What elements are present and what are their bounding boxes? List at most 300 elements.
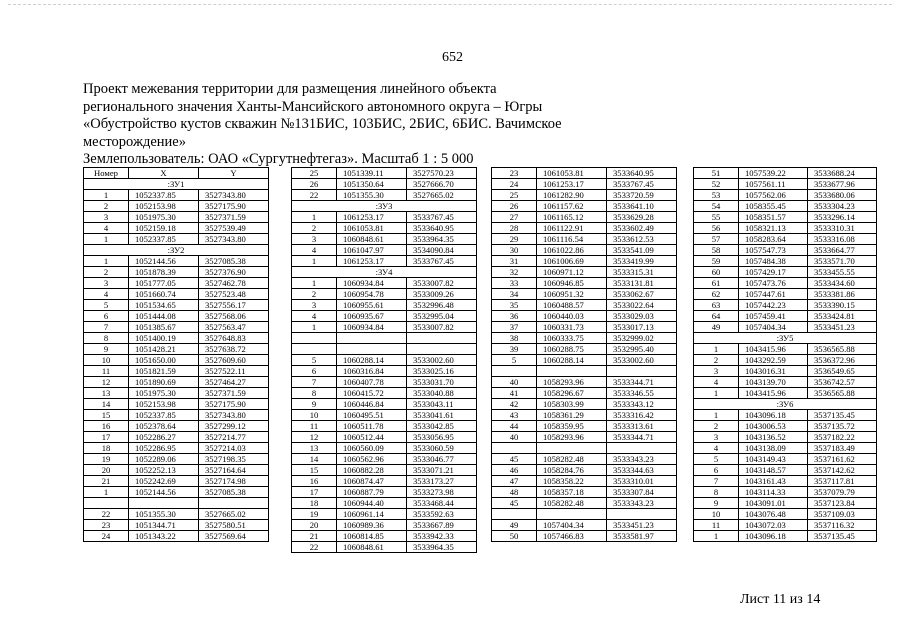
- x-coordinate-cell: 1061006.69: [537, 256, 607, 267]
- y-coordinate-cell: 3533455.55: [808, 267, 877, 278]
- x-coordinate-cell: 1060887.79: [337, 487, 407, 498]
- table-row: [84, 300, 269, 311]
- table-row: [492, 498, 677, 509]
- table-row: [292, 245, 477, 256]
- point-number-cell: 6: [292, 366, 337, 377]
- y-coordinate-cell: 3533767.45: [407, 256, 477, 267]
- point-number-cell: 49: [492, 520, 537, 531]
- point-number-cell: 10: [694, 509, 739, 520]
- point-number-cell: 57: [694, 234, 739, 245]
- y-coordinate-cell: 3533025.16: [407, 366, 477, 377]
- y-coordinate-cell: 3533002.60: [607, 355, 677, 366]
- y-coordinate-cell: 3536565.88: [808, 388, 877, 399]
- table-row: [84, 432, 269, 443]
- table-row: [84, 267, 269, 278]
- point-number-cell: 15: [292, 465, 337, 476]
- x-coordinate-cell: 1057442.23: [739, 300, 808, 311]
- point-number-cell: 12: [292, 432, 337, 443]
- x-coordinate-cell: 1051350.64: [337, 179, 407, 190]
- y-coordinate-cell: 3533424.81: [808, 311, 877, 322]
- x-coordinate-cell: 1051878.39: [129, 267, 199, 278]
- x-coordinate-cell: 1061053.81: [537, 168, 607, 179]
- x-coordinate-cell: 1043136.52: [739, 432, 808, 443]
- y-coordinate-cell: 3533592.63: [407, 509, 477, 520]
- point-number-cell: 21: [292, 531, 337, 542]
- table-row: [292, 487, 477, 498]
- x-coordinate-cell: 1058361.29: [537, 410, 607, 421]
- y-coordinate-cell: 3533029.03: [607, 311, 677, 322]
- x-coordinate-cell: 1043415.96: [739, 344, 808, 355]
- x-coordinate-cell: 1060415.72: [337, 388, 407, 399]
- x-coordinate-cell: 1058282.48: [537, 498, 607, 509]
- point-number-cell: 9: [84, 344, 129, 355]
- table-row: [694, 168, 877, 179]
- y-coordinate-cell: 3527523.48: [199, 289, 269, 300]
- table-row: [694, 476, 877, 487]
- point-number-cell: 61: [694, 278, 739, 289]
- x-coordinate-cell: 1060934.84: [337, 278, 407, 289]
- table-row: [694, 520, 877, 531]
- y-coordinate-cell: 3533343.23: [607, 454, 677, 465]
- table-row: [492, 311, 677, 322]
- point-number-cell: 58: [694, 245, 739, 256]
- point-number-cell: 22: [292, 542, 337, 553]
- parcel-heading-row: [84, 179, 269, 190]
- y-coordinate-cell: 3527214.03: [199, 443, 269, 454]
- coordinates-table-1: [83, 167, 269, 542]
- x-coordinate-cell: 1043148.57: [739, 465, 808, 476]
- x-coordinate-cell: 1052252.13: [129, 465, 199, 476]
- y-coordinate-cell: 3527343.80: [199, 410, 269, 421]
- y-coordinate-cell: 3527371.59: [199, 388, 269, 399]
- x-coordinate-cell: 1060971.12: [537, 267, 607, 278]
- x-coordinate-cell: 1052286.27: [129, 432, 199, 443]
- table-row: [84, 212, 269, 223]
- y-coordinate-cell: 3533310.01: [607, 476, 677, 487]
- table-row: [694, 212, 877, 223]
- point-number-cell: 5: [292, 355, 337, 366]
- y-coordinate-cell: 3533062.67: [607, 289, 677, 300]
- y-coordinate-cell: 3527175.90: [199, 399, 269, 410]
- table-row: [292, 476, 477, 487]
- y-coordinate-cell: 3533667.89: [407, 520, 477, 531]
- table-row: [694, 410, 877, 421]
- table-row: [84, 366, 269, 377]
- x-coordinate-cell: 1052337.85: [129, 410, 199, 421]
- point-number-cell: 52: [694, 179, 739, 190]
- point-number-cell: 56: [694, 223, 739, 234]
- x-coordinate-cell: 1057459.41: [739, 311, 808, 322]
- x-coordinate-cell: 1060946.85: [537, 278, 607, 289]
- header-cell-number: Номер: [84, 168, 129, 179]
- title-line: «Обустройство кустов скважин №131БИС, 103БИС, 2БИС, 6БИС. Вачимское: [83, 116, 562, 133]
- x-coordinate-cell: 1058296.67: [537, 388, 607, 399]
- x-coordinate-cell: 1060560.09: [337, 443, 407, 454]
- x-coordinate-cell: 1061165.12: [537, 212, 607, 223]
- x-coordinate-cell: 1060882.28: [337, 465, 407, 476]
- table-row: [694, 190, 877, 201]
- point-number-cell: 8: [84, 333, 129, 344]
- x-coordinate-cell: 1058355.45: [739, 201, 808, 212]
- table-row: [492, 223, 677, 234]
- title-line: месторождение»: [83, 133, 186, 150]
- table-row: [84, 289, 269, 300]
- y-coordinate-cell: 3532999.02: [607, 333, 677, 344]
- x-coordinate-cell: 1043161.43: [739, 476, 808, 487]
- table-row: [292, 355, 477, 366]
- y-coordinate-cell: 3527570.23: [407, 168, 477, 179]
- x-coordinate-cell: 1052144.56: [129, 487, 199, 498]
- coordinates-table-3: [491, 167, 677, 542]
- x-coordinate-cell: 1043096.18: [739, 410, 808, 421]
- y-coordinate-cell: 3527665.02: [407, 190, 477, 201]
- point-number-cell: 5: [492, 355, 537, 366]
- point-number-cell: 11: [694, 520, 739, 531]
- y-coordinate-cell: 3534090.84: [407, 245, 477, 256]
- y-coordinate-cell: 3533022.64: [607, 300, 677, 311]
- table-row: [84, 476, 269, 487]
- x-coordinate-cell: 1060407.78: [337, 377, 407, 388]
- y-coordinate-cell: 3533767.45: [407, 212, 477, 223]
- x-coordinate-cell: 1043138.09: [739, 443, 808, 454]
- point-number-cell: 5: [84, 300, 129, 311]
- point-number-cell: 1: [694, 410, 739, 421]
- point-number-cell: 2: [84, 267, 129, 278]
- y-coordinate-cell: 3533040.88: [407, 388, 477, 399]
- table-row: [292, 311, 477, 322]
- x-coordinate-cell: 1051890.69: [129, 377, 199, 388]
- y-coordinate-cell: 3533046.77: [407, 454, 477, 465]
- table-row: [694, 267, 877, 278]
- table-row: [694, 454, 877, 465]
- point-number-cell: 1: [84, 234, 129, 245]
- table-row: [84, 509, 269, 520]
- y-coordinate-cell: 3533390.15: [808, 300, 877, 311]
- table-row: [292, 410, 477, 421]
- table-row: [492, 399, 677, 410]
- x-coordinate-cell: 1061047.97: [337, 245, 407, 256]
- y-coordinate-cell: 3536549.65: [808, 366, 877, 377]
- x-coordinate-cell: 1051385.67: [129, 322, 199, 333]
- y-coordinate-cell: 3527175.90: [199, 201, 269, 212]
- x-coordinate-cell: 1057562.06: [739, 190, 808, 201]
- x-coordinate-cell: 1051428.21: [129, 344, 199, 355]
- y-coordinate-cell: 3533680.06: [808, 190, 877, 201]
- table-row: [492, 234, 677, 245]
- x-coordinate-cell: 1043096.18: [739, 531, 808, 542]
- table-row: [292, 388, 477, 399]
- table-row: [292, 520, 477, 531]
- x-coordinate-cell: 1060951.32: [537, 289, 607, 300]
- y-coordinate-cell: 3533043.11: [407, 399, 477, 410]
- point-number-cell: 4: [694, 377, 739, 388]
- table-row: [694, 234, 877, 245]
- table-row: [694, 421, 877, 432]
- point-number-cell: 7: [694, 476, 739, 487]
- point-number-cell: 35: [492, 300, 537, 311]
- table-row: [292, 223, 477, 234]
- blank-cell: [537, 509, 607, 520]
- parcel-heading-row: [84, 245, 269, 256]
- table-row: [84, 234, 269, 245]
- y-coordinate-cell: 3533017.13: [607, 322, 677, 333]
- x-coordinate-cell: 1043072.03: [739, 520, 808, 531]
- y-coordinate-cell: 3533541.09: [607, 245, 677, 256]
- x-coordinate-cell: 1043149.43: [739, 454, 808, 465]
- table-row: [694, 531, 877, 542]
- table-row: [292, 443, 477, 454]
- table-row: [492, 454, 677, 465]
- point-number-cell: 46: [492, 465, 537, 476]
- y-coordinate-cell: 3533640.95: [607, 168, 677, 179]
- point-number-cell: 17: [84, 432, 129, 443]
- x-coordinate-cell: 1061122.91: [537, 223, 607, 234]
- table-row: [292, 509, 477, 520]
- point-number-cell: 32: [492, 267, 537, 278]
- y-coordinate-cell: 3533641.10: [607, 201, 677, 212]
- table-row: [694, 179, 877, 190]
- x-coordinate-cell: 1060934.84: [337, 322, 407, 333]
- parcel-heading-row: [694, 333, 877, 344]
- table-row: [292, 542, 477, 553]
- point-number-cell: 62: [694, 289, 739, 300]
- x-coordinate-cell: 1060935.67: [337, 311, 407, 322]
- table-row: [84, 531, 269, 542]
- x-coordinate-cell: 1057404.34: [739, 322, 808, 333]
- point-number-cell: 30: [492, 245, 537, 256]
- table-row: [84, 201, 269, 212]
- blank-cell: [84, 498, 129, 509]
- point-number-cell: 7: [292, 377, 337, 388]
- x-coordinate-cell: 1060848.61: [337, 542, 407, 553]
- table-row: [292, 234, 477, 245]
- table-row: [292, 168, 477, 179]
- blank-row: [292, 333, 477, 344]
- x-coordinate-cell: 1057473.76: [739, 278, 808, 289]
- table-row: [84, 278, 269, 289]
- table-row: [492, 388, 677, 399]
- x-coordinate-cell: 1061022.86: [537, 245, 607, 256]
- table-row: [84, 410, 269, 421]
- table-row: [492, 322, 677, 333]
- x-coordinate-cell: 1058283.64: [739, 234, 808, 245]
- point-number-cell: 42: [492, 399, 537, 410]
- table-row: [492, 300, 677, 311]
- y-coordinate-cell: 3527299.12: [199, 421, 269, 432]
- table-row: [292, 399, 477, 410]
- point-number-cell: 24: [84, 531, 129, 542]
- point-number-cell: 34: [492, 289, 537, 300]
- point-number-cell: 40: [492, 432, 537, 443]
- parcel-heading: :ЗУ4: [292, 267, 477, 278]
- point-number-cell: 13: [84, 388, 129, 399]
- x-coordinate-cell: 1051777.05: [129, 278, 199, 289]
- y-coordinate-cell: 3527371.59: [199, 212, 269, 223]
- point-number-cell: 53: [694, 190, 739, 201]
- table-row: [694, 509, 877, 520]
- x-coordinate-cell: 1043091.01: [739, 498, 808, 509]
- blank-cell: [492, 509, 537, 520]
- y-coordinate-cell: 3533419.99: [607, 256, 677, 267]
- point-number-cell: 20: [84, 465, 129, 476]
- point-number-cell: 48: [492, 487, 537, 498]
- table-row: [694, 223, 877, 234]
- table-row: [492, 410, 677, 421]
- table-row: [492, 212, 677, 223]
- point-number-cell: 24: [492, 179, 537, 190]
- blank-cell: [607, 509, 677, 520]
- point-number-cell: 9: [292, 399, 337, 410]
- x-coordinate-cell: 1057484.38: [739, 256, 808, 267]
- point-number-cell: 4: [292, 245, 337, 256]
- x-coordinate-cell: 1060512.44: [337, 432, 407, 443]
- x-coordinate-cell: 1051344.71: [129, 520, 199, 531]
- y-coordinate-cell: 3533344.71: [607, 377, 677, 388]
- table-row: [492, 432, 677, 443]
- table-row: [492, 344, 677, 355]
- table-row: [492, 256, 677, 267]
- x-coordinate-cell: 1051650.00: [129, 355, 199, 366]
- x-coordinate-cell: 1061157.62: [537, 201, 607, 212]
- title-line: Проект межевания территории для размещения линейного объекта: [83, 81, 497, 97]
- y-coordinate-cell: 3537116.32: [808, 520, 877, 531]
- blank-cell: [292, 333, 337, 344]
- table-row: [84, 465, 269, 476]
- x-coordinate-cell: 1057429.17: [739, 267, 808, 278]
- point-number-cell: 3: [694, 432, 739, 443]
- table-row: [492, 355, 677, 366]
- table-row: [292, 322, 477, 333]
- x-coordinate-cell: 1051343.22: [129, 531, 199, 542]
- y-coordinate-cell: 3533677.96: [808, 179, 877, 190]
- y-coordinate-cell: 3527580.51: [199, 520, 269, 531]
- title-line: Землепользователь: ОАО «Сургутнефтегаз». Масштаб 1 : 5 000: [83, 151, 474, 168]
- table-row: [694, 201, 877, 212]
- table-row: [694, 311, 877, 322]
- point-number-cell: 8: [694, 487, 739, 498]
- y-coordinate-cell: 3533346.55: [607, 388, 677, 399]
- point-number-cell: 4: [84, 289, 129, 300]
- y-coordinate-cell: 3537123.84: [808, 498, 877, 509]
- point-number-cell: 40: [492, 377, 537, 388]
- point-number-cell: 10: [292, 410, 337, 421]
- x-coordinate-cell: 1058358.22: [537, 476, 607, 487]
- blank-cell: [199, 498, 269, 509]
- y-coordinate-cell: 3533304.23: [808, 201, 877, 212]
- table-row: [694, 278, 877, 289]
- x-coordinate-cell: 1057561.11: [739, 179, 808, 190]
- table-row: [292, 300, 477, 311]
- parcel-heading-row: [694, 399, 877, 410]
- point-number-cell: 1: [292, 322, 337, 333]
- x-coordinate-cell: 1058293.96: [537, 432, 607, 443]
- blank-cell: [337, 333, 407, 344]
- table-row: [84, 454, 269, 465]
- point-number-cell: 2: [694, 421, 739, 432]
- x-coordinate-cell: 1051660.74: [129, 289, 199, 300]
- table-row: [492, 168, 677, 179]
- blank-row: [492, 509, 677, 520]
- x-coordinate-cell: 1060989.36: [337, 520, 407, 531]
- y-coordinate-cell: 3527522.11: [199, 366, 269, 377]
- y-coordinate-cell: 3533002.60: [407, 355, 477, 366]
- parcel-heading: :ЗУ3: [292, 201, 477, 212]
- x-coordinate-cell: 1051821.59: [129, 366, 199, 377]
- point-number-cell: 2: [292, 223, 337, 234]
- x-coordinate-cell: 1061253.17: [337, 212, 407, 223]
- y-coordinate-cell: 3527556.17: [199, 300, 269, 311]
- y-coordinate-cell: 3533310.31: [808, 223, 877, 234]
- point-number-cell: 26: [492, 201, 537, 212]
- x-coordinate-cell: 1060288.14: [337, 355, 407, 366]
- y-coordinate-cell: 3532995.40: [607, 344, 677, 355]
- table-row: [492, 520, 677, 531]
- x-coordinate-cell: 1060288.14: [537, 355, 607, 366]
- point-number-cell: 1: [292, 256, 337, 267]
- x-coordinate-cell: 1051975.30: [129, 212, 199, 223]
- y-coordinate-cell: 3533296.14: [808, 212, 877, 223]
- x-coordinate-cell: 1058282.48: [537, 454, 607, 465]
- header-row: [84, 168, 269, 179]
- blank-row: [492, 443, 677, 454]
- point-number-cell: 14: [292, 454, 337, 465]
- point-number-cell: 63: [694, 300, 739, 311]
- table-row: [492, 465, 677, 476]
- y-coordinate-cell: 3533307.84: [607, 487, 677, 498]
- x-coordinate-cell: 1060874.47: [337, 476, 407, 487]
- y-coordinate-cell: 3533316.08: [808, 234, 877, 245]
- y-coordinate-cell: 3532995.04: [407, 311, 477, 322]
- x-coordinate-cell: 1060331.73: [537, 322, 607, 333]
- table-row: [292, 256, 477, 267]
- x-coordinate-cell: 1060944.40: [337, 498, 407, 509]
- y-coordinate-cell: 3537109.03: [808, 509, 877, 520]
- y-coordinate-cell: 3533131.81: [607, 278, 677, 289]
- point-number-cell: 9: [694, 498, 739, 509]
- y-coordinate-cell: 3533007.82: [407, 278, 477, 289]
- y-coordinate-cell: 3527198.35: [199, 454, 269, 465]
- table-row: [292, 421, 477, 432]
- y-coordinate-cell: 3527343.80: [199, 234, 269, 245]
- x-coordinate-cell: 1060814.85: [337, 531, 407, 542]
- point-number-cell: 28: [492, 223, 537, 234]
- x-coordinate-cell: 1057404.34: [537, 520, 607, 531]
- parcel-heading: :ЗУ1: [84, 179, 269, 190]
- point-number-cell: 44: [492, 421, 537, 432]
- y-coordinate-cell: 3527343.80: [199, 190, 269, 201]
- point-number-cell: 17: [292, 487, 337, 498]
- point-number-cell: 13: [292, 443, 337, 454]
- table-row: [84, 487, 269, 498]
- x-coordinate-cell: 1061116.54: [537, 234, 607, 245]
- point-number-cell: 51: [694, 168, 739, 179]
- x-coordinate-cell: 1052242.69: [129, 476, 199, 487]
- point-number-cell: 1: [694, 344, 739, 355]
- point-number-cell: 60: [694, 267, 739, 278]
- table-row: [492, 179, 677, 190]
- point-number-cell: 36: [492, 311, 537, 322]
- point-number-cell: 49: [694, 322, 739, 333]
- x-coordinate-cell: 1060848.61: [337, 234, 407, 245]
- table-row: [84, 322, 269, 333]
- point-number-cell: 38: [492, 333, 537, 344]
- parcel-heading: :ЗУ6: [694, 399, 877, 410]
- y-coordinate-cell: 3527085.38: [199, 487, 269, 498]
- table-row: [84, 421, 269, 432]
- y-coordinate-cell: 3533060.59: [407, 443, 477, 454]
- parcel-heading-row: [292, 267, 477, 278]
- blank-row: [492, 366, 677, 377]
